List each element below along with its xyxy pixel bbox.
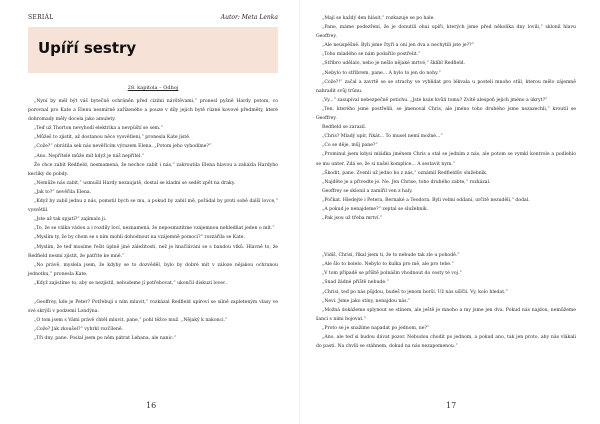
scene-break	[316, 223, 576, 237]
paragraph: „Toho mladého se nám podařilo postřelit.“	[322, 52, 421, 58]
paragraph: „Když by zabil jednu z nás, pomstil bych se mu, a pokud by zabil mě, pořádal by proti sobě další lovce,“ vysvětlil.	[28, 199, 278, 214]
paragraph: „Tři dny, pane. Poslal jsem po něm pátrat Lehana, ale nanic.“	[34, 336, 177, 342]
paragraph: „O tom jsem s Vámi právě chtěl mluvit, pane,“ pohl těžce muž. „Nějaký k nakonci.“	[34, 318, 228, 324]
scene-break	[28, 288, 278, 298]
title-banner	[28, 27, 278, 73]
author-label: Autor: Meta Lenka	[220, 14, 278, 21]
running-header	[28, 0, 278, 21]
left-text-block-b	[28, 298, 278, 343]
paragraph: „Cože?“ obrátila sek nás nevěřícím výrazem Elena. „Potom jeho vyhodíme?“	[34, 144, 212, 150]
paragraph: „Cože?!“ začal a zavrtě se se strachy ve vyhlídat pro lékvala u posteli mnoho stůl, kterou mělo zájemně nahradit svůj trůnu.	[316, 79, 576, 94]
paragraph: „Nemůže nás zabít,“ usmušil Hardy nezaujatě, dostal se kladní se sedět zpět na draky.	[34, 180, 236, 186]
paragraph: „Pane, máme podezření, že je donutili ohui upíři, kterých jsme před několika dny lovili,“ sklonil hlavu Geoffrey.	[316, 25, 576, 40]
paragraph: „Nebylo to stříbrem, pane... A bylo to jen do nohy.“	[322, 70, 441, 76]
paragraph: „Chris? Mladý upír, řikát... To musel nemí možné...“	[322, 134, 443, 140]
paragraph: „Cože? Jak zkoušel?“ vyhrkl rozčíleně.	[34, 327, 124, 333]
paragraph: „Chrisi, teď po nás půjdou, budeš to jenom horší. Už nás ušlčli. Vy, kolo hledat.“	[322, 289, 508, 295]
paragraph: Redfield se zarazil.	[322, 125, 367, 131]
right-text-block-a	[316, 14, 576, 223]
right-text-block-b	[316, 251, 576, 351]
paragraph: „V tom případě se příště polnášm vhodnout do cesty té voj.“	[322, 271, 462, 277]
paragraph: „Možná dokážeme splynout se stínem, ale ještě je mnoho a my jsme jen dva. Pokud nás najdou, nemůžeme šanci s nimi bojovat.“	[316, 307, 576, 322]
paragraph: Že chce zabít Redfield, nesmamená, že nechce zabít i nás,“ zakroutila Elena hlavou a zaházla Hardyho kecliky do pobdy.	[28, 162, 278, 177]
paragraph: „Mají se každý den hlásit,“ rozkazuje se po hale.	[322, 16, 435, 21]
paragraph: „Jak to?“ nevěřila Elena.	[34, 189, 92, 195]
paragraph: „Stříbro udělalo, nebo je nešlo nějaké mrtvé,“ šklíbl Redfield.	[322, 61, 466, 67]
paragraph: „Geoffrey, kde je Peter? Potřebuji s ním mluvit,“ rozkázal Redfield upíroví se silně zapleteným vlasy ve své skrýši v podzemí Londýna.	[28, 299, 278, 315]
paragraph: „Pak jsou už třeba mrtví.“	[322, 216, 383, 222]
paragraph: „Vidíš, Chrisi, říkal jsem ti, že to nebude tak zle u pohodě.“	[322, 253, 460, 259]
paragraph: „No právě, myslela jsem, že kdyby se to dozvěděl, bylo by dobré mít v záloze nějakou ochranou jednotku,“ pronesla Kate.	[28, 262, 278, 277]
paragraph: „Ano. Nepřítelé může mít když je náš nepřítel.“	[34, 153, 145, 159]
paragraph: „Jste až tak spjatí?“ zajímalo ji.	[34, 217, 107, 223]
paragraph: „Myslím, že teď musíme řešit úplně jiné záležitosti, než je hnačlávání se s bandou vlků. Hlavně to, že Redfield nesmí zjistit, že patříte ke mně.“	[28, 244, 278, 259]
left-text-block-a	[28, 97, 278, 288]
paragraph: „Můžeš to zjistit, až dostanou něco vysvětlení,“ pronesla Kate jistě.	[34, 135, 191, 141]
paragraph: Geoffrey se sklonil a zamířil ven z haly.	[322, 188, 413, 194]
paragraph: „Ale šlo to bolelo. Nebylo to kulka pro mě, ale pro tebe.“	[322, 262, 454, 268]
series-label: SERIÁL	[28, 14, 54, 21]
paragraph: „Snad žádné příště nebude.“	[322, 280, 389, 286]
paragraph: „Vy...“ zasupíval nebezpečně potichu. „Jste ksán kvůli tomu? Zvítě alespoň jejich jméno a úkryt?“	[322, 97, 548, 103]
paragraph: „Neví. Jsme jako stíny, nenajdou nás.“	[322, 298, 411, 304]
page-number-right: 17	[446, 401, 457, 410]
paragraph: „Škodit, pane. Zvenlí už jedno ho z nás,“ oznámil Redfieldův služebník.	[322, 170, 488, 176]
paragraph: „Ale neúspěšně. Byli jsme čtyři a oni jen dva a nechytili jste je??“	[322, 43, 474, 49]
article-title: Upíří sestry	[38, 39, 137, 57]
paragraph: „Počkat. Hledejte i Petera, Bernaké a Teodora. Byli velmi oddaní, určitě nezuděli,“ dodal.	[322, 197, 530, 203]
paragraph: „Prominul jsem kdysi mládka jménem Chris a stal se jedním z nás, ale potom se vymkl kontrole a podlehlo se mu unter. Zdá se, že si našel komplice... A sestavit nym.“	[316, 152, 576, 167]
paragraph: „Ten, kterého jsme postřelili, se jmenoval Chris, ale jméno toho druhého jsme nezazechli,“ kroutil se Geoffrey.	[316, 106, 576, 122]
paragraph: „Nyní by měl být váš bytečně ochráněn před cizími návštěvami,“ pronesl pyšně Hardy potom, co porovnal pro Kate a Elenu nesmírně zařízeného a pouze v díly jejich bytě rüzné kovové předměty, které dohromady měly docela jako amulety.	[28, 99, 278, 123]
paragraph: „Proto se je snažíme napadat po jednom, ne?“	[322, 325, 430, 331]
paragraph: „Když zajistíme to, aby se nezjistil, nebudeme jí potřebovat,“ ukončil diskuzi lovec.	[34, 280, 227, 286]
paragraph: „Co se děje, můj pane?“	[322, 143, 378, 149]
paragraph: „Teď už Thorton nevyhodí elektrika a nevpüští se sem.“	[34, 126, 163, 132]
paragraph: „Myslím ty, že by chom se s ním mohli dohodnout na vzájemně pomoci?“ rozzáříla se Kate.	[34, 235, 245, 241]
page-number-left: 16	[146, 401, 157, 410]
paragraph: „A pokud je nenajdeme?“ zeptal se služebník.	[322, 206, 429, 212]
paragraph: „To, že se válka vádou a i rozdíly loví, neznamená, že neposmutitme vzájemnou nehledňat jeden o mít.“	[34, 226, 275, 232]
right-page	[300, 0, 600, 424]
chapter-heading: 28. kapitola – Odhoj	[127, 85, 179, 91]
paragraph: „Najděte je a přivedte je. Ne. Jen Chrise, toho druhého zabte,“ rozkázal.	[322, 179, 491, 185]
paragraph: „Ano, ale teď si budou dávat pozor. Nebudou chodit po jednom, a pokud ano, tak jen proto, aby nás vlákali do pasti. Na chvíli se stáhnem, dokud na nás nezapomenou.“	[316, 335, 576, 350]
